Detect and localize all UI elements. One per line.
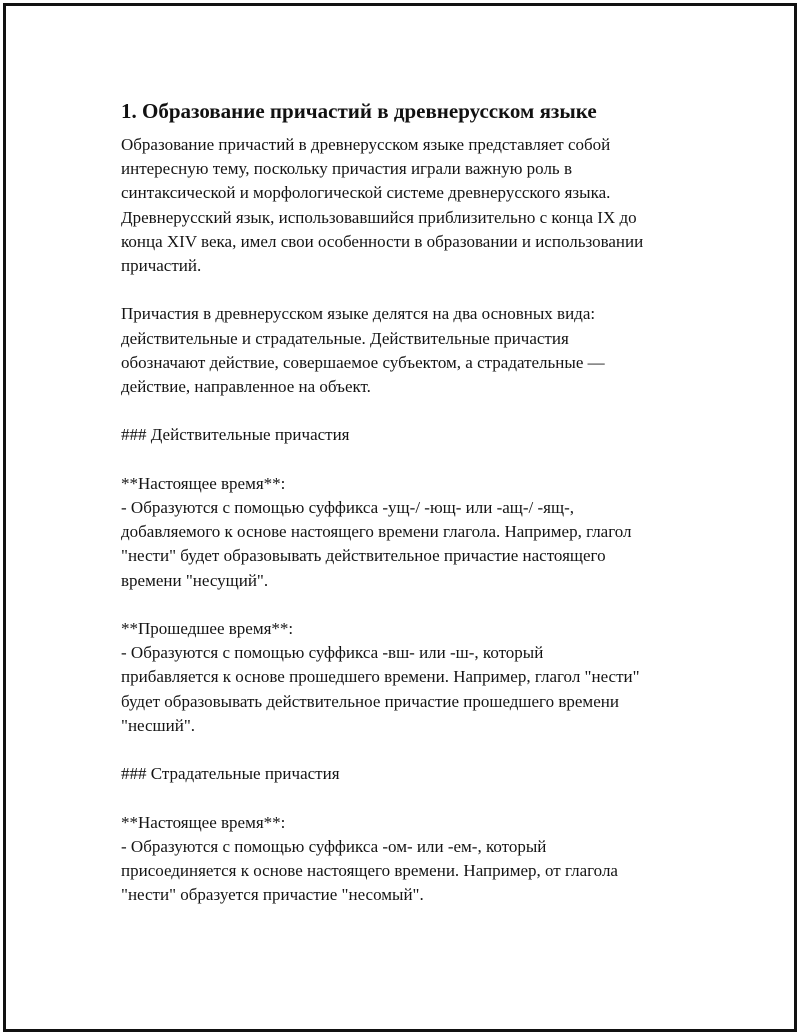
paragraph-passive-present: **Настоящее время**: - Образуются с помощью суффикса -ом- или -ем-, который присоединяется к основе настоящего времени. Например, от глагола "нести" образуется причастие "несомый". [121, 812, 618, 905]
section-heading-active: ### Действительные причастия [121, 425, 350, 445]
paragraph-gap [121, 399, 701, 423]
paragraph-types: Причастия в древнерусском языке делятся на два основных вида: действительные и страдательные. Действительные причастия обозначают действие, совершаемое субъектом, а страдательные — действие, направленное на объект. [121, 304, 605, 397]
paragraph-gap [121, 278, 701, 302]
document-body [121, 98, 701, 907]
page-frame [3, 3, 797, 1032]
paragraph-gap [121, 448, 701, 472]
paragraph-gap [121, 593, 701, 617]
paragraph-intro: Образование причастий в древнерусском языке представляет собой интересную тему, поскольку причастия играли важную роль в синтаксической и морфологической системе древнерусского языка. Древнерусский язык, использовавшийся приблизительно с конца IX до конца XIV века, имел свои особенности в образовании и использовании причастий. [121, 135, 644, 276]
paragraph-active-past: **Прошедшее время**: - Образуются с помощью суффикса -вш- или -ш-, который прибавляется к основе прошедшего времени. Например, глагол "нести" будет образовывать действительное причастие прошедшего времени "несший". [121, 619, 640, 735]
paragraph-active-present: **Настоящее время**: - Образуются с помощью суффикса -ущ-/ -ющ- или -ащ-/ -ящ-, добавляемого к основе настоящего времени глагола. Например, глагол "нести" будет образовывать действительное причастие настоящего времени "несущий". [121, 473, 632, 590]
document-title: 1. Образование причастий в древнерусском языке [121, 99, 597, 123]
paragraph-gap [121, 738, 701, 762]
paragraph-gap [121, 786, 701, 810]
section-heading-passive: ### Страдательные причастия [121, 764, 340, 784]
